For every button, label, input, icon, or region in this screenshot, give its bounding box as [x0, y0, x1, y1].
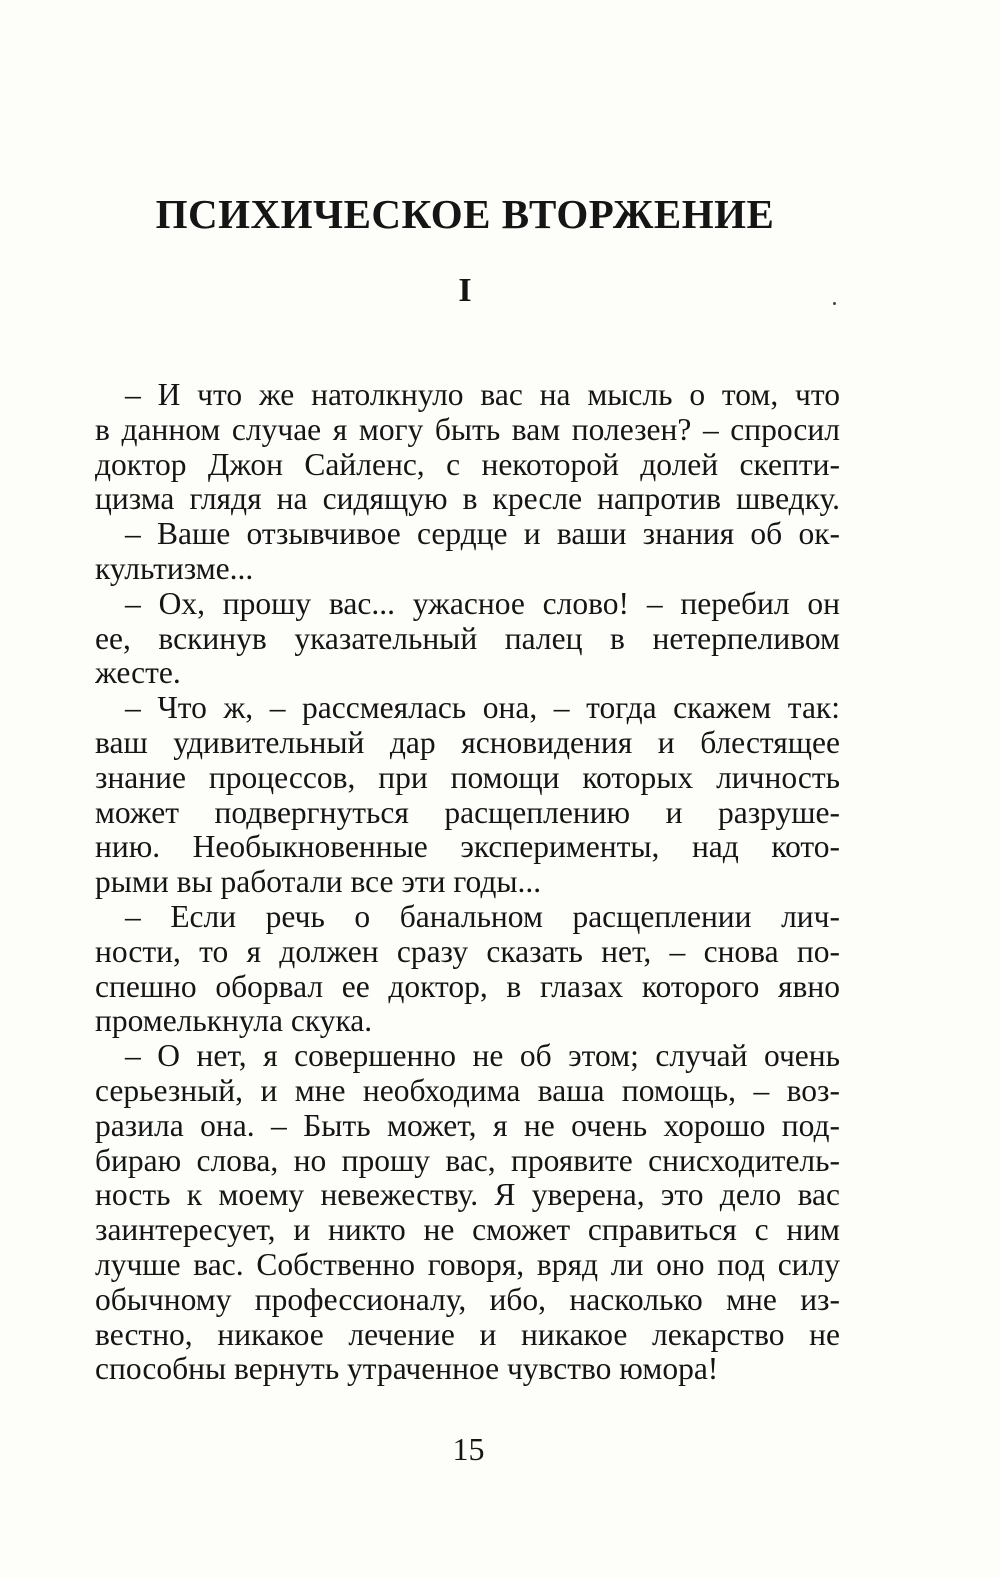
text-line: промелькнула скука.	[95, 1004, 373, 1039]
text-line: разила она. – Быть может, я не очень хорошо под-	[95, 1108, 840, 1143]
text-line: цизма глядя на сидящую в кресле напротив шведку.	[95, 482, 840, 517]
text-line: – И что же натолкнуло вас на мысль о том, что	[125, 378, 840, 412]
text-line: доктор Джон Сайленс, с некоторой долей скепти-	[95, 447, 840, 482]
text-line: ность к моему невежеству. Я уверена, это дело вас	[95, 1178, 840, 1213]
text-line: ваш удивительный дар ясновидения и блестящее	[95, 725, 840, 760]
text-line: вестно, никакое лечение и никакое лекарство не	[95, 1317, 840, 1352]
chapter-title: ПСИХИЧЕСКОЕ ВТОРЖЕНИЕ	[155, 191, 775, 237]
text-line: – О нет, я совершенно не об этом; случай очень	[125, 1039, 840, 1074]
text-line: лучше вас. Собственно говоря, вряд ли оно под силу	[95, 1247, 840, 1282]
text-line: бираю слова, но прошу вас, проявите снисходитель-	[95, 1143, 840, 1178]
section-number: I	[458, 272, 472, 309]
text-line: – Ох, прошу вас... ужасное слово! – перебил он	[125, 586, 840, 621]
text-line: знание процессов, при помощи которых личность	[95, 760, 840, 795]
text-line: – Что ж, – рассмеялась она, – тогда скажем так:	[125, 691, 840, 726]
text-line: жесте.	[95, 656, 181, 691]
text-line: ее, вскинув указательный палец в нетерпеливом	[95, 621, 840, 656]
text-line: – Ваше отзывчивое сердце и ваши знания об ок-	[125, 517, 840, 552]
text-line: может подвергнуться расщеплению и разруше-	[95, 795, 840, 830]
scan-speck	[833, 302, 836, 305]
text-line: серьезный, и мне необходима ваша помощь, – воз-	[95, 1073, 840, 1108]
text-line: способны вернуть утраченное чувство юмора!	[95, 1352, 719, 1387]
page-number: 15	[452, 1431, 485, 1467]
text-line: нию. Необыкновенные эксперименты, над кото-	[95, 830, 840, 865]
text-line: заинтересует, и никто не сможет справиться с ним	[95, 1213, 840, 1248]
text-line: ности, то я должен сразу сказать нет, – снова по-	[95, 934, 840, 969]
text-line: обычному профессионалу, ибо, насколько мне из-	[95, 1282, 840, 1317]
text-line: спешно оборвал ее доктор, в глазах которого явно	[95, 969, 840, 1004]
text-line: культизме...	[95, 551, 254, 586]
text-line: рыми вы работали все эти годы...	[95, 865, 542, 900]
text-line: в данном случае я могу быть вам полезен? – спросил	[95, 412, 840, 447]
text-line: – Если речь о банальном расщеплении лич-	[125, 899, 840, 934]
body-text	[95, 378, 840, 1387]
